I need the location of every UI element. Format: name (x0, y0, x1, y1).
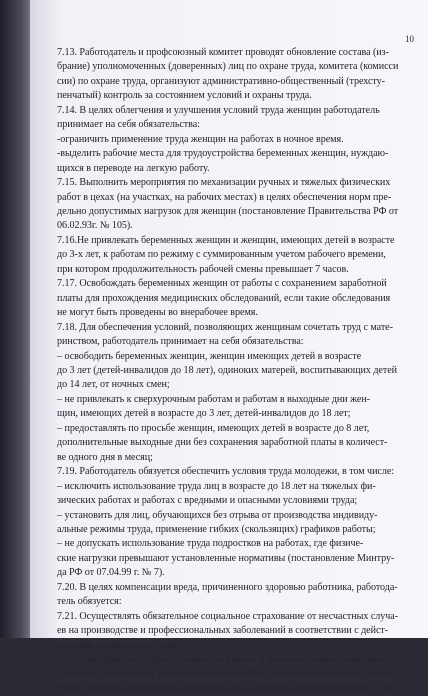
text-line: до 3-х лет, к работам по режиму с суммированным учетом рабочего времени, (57, 249, 386, 261)
text-line: 7.16.Не привлекать беременных женщин и женщин, имеющих детей в возрасте (57, 234, 395, 246)
text-line: пенчатый) контроль за состоянием условий и охраны труда. (57, 90, 312, 102)
text-line: 06.02.93г. № 105). (57, 220, 133, 232)
text-line: ев на производстве и профессиональных заболеваний в соответствии с дейст- (57, 625, 389, 637)
text-line: дополнительные выходные дни без сохранения заработной платы в количест- (57, 437, 388, 449)
text-line: ские нагрузки превышают установленные нормативы (постановление Минтру- (57, 552, 395, 564)
text-line: – не привлекать к сверхурочным работам и работам в выходные дни жен- (57, 393, 370, 405)
text-line: работ в цехах (на участках, на рабочих местах) в целях обеспечения норм пре- (57, 191, 392, 203)
text-line: – установить для лиц, обучающихся без отрыва от производства индивиду- (57, 509, 378, 521)
text-line: при котором продолжительность рабочей смены превышает 7 часов. (57, 263, 349, 275)
text-line: дельно допустимых нагрузок для женщин (постановление Правительства РФ от (57, 205, 399, 217)
text-line: щихся в переводе на легкую работу. (57, 162, 210, 174)
text-line: 7.15. Выполнить мероприятия по механизации ручных и тяжелых физических (57, 177, 391, 189)
text-line: – освободить беременных женщин, женщин имеющих детей в возрасте (57, 350, 362, 362)
text-line: до 3 лет (детей-инвалидов до 18 лет), одиноких матерей, воспитывающих детей (57, 364, 397, 376)
text-line: вующим законодательством. (57, 639, 179, 651)
document-body (57, 46, 412, 696)
text-line: не могут быть проведены во внерабочее время. (57, 307, 258, 319)
text-line: 7.18. Для обеспечения условий, позволяющих женщинам сочетать труд с мате- (57, 321, 393, 333)
text-line: ве одного дня в месяц; (57, 451, 153, 463)
text-line: 7.21. Осуществлять обязательное социальное страхование от несчастных случа- (57, 610, 399, 622)
page-number: 10 (405, 34, 414, 44)
text-line: -ограничить применение труда женщин на работах в ночное время. (57, 133, 344, 145)
text-line: альные режимы труда, применение гибких (скользящих) графиков работы; (57, 523, 376, 535)
text-line: 7.20. В целях компенсации вреда, причиненного здоровью работника, работода- (57, 581, 398, 593)
text-line: – не допускать использование труда подростков на работах, где физиче- (57, 538, 364, 550)
text-line: щин, имеющих детей в возрасте до 3 лет, детей-инвалидов до 18 лет; (57, 408, 351, 420)
text-line: труда, включая обеспечение нормативными и справочными материалами по ох- (57, 682, 397, 694)
text-line: платы для прохождения медицинских обследований, если такие обследования (57, 292, 391, 304)
text-line: 7.14. В целях облегчения и улучшения условий труда женщин работодатель (57, 104, 380, 116)
text-line: 7.17. Освобождать беременных женщин от работы с сохранением заработной (57, 278, 387, 290)
text-line: да РФ от 07.04.99 г. № 7). (57, 567, 165, 579)
text-line: 7.13. Работодатель и профсоюзный комитет проводят обновление состава (из- (57, 47, 389, 58)
text-line: -выделить рабочие места для трудоустройства беременных женщин, нуждаю- (57, 148, 389, 160)
text-line: тель обязуется: (57, 596, 122, 608)
text-line: до 14 лет, от ночных смен; (57, 379, 170, 391)
text-line: 7.19. Работодатель обязуется обеспечить условия труда молодежи, в том числе: (57, 466, 395, 478)
document-page (30, 0, 428, 694)
text-line: 7.22. Работодатель создает условия для работы и дополнительные социальные (57, 654, 391, 666)
text-line: зических работах и работах с вредными и опасными условиями труда; (57, 495, 358, 507)
text-line: – исключить использование труда лиц в возрасте до 18 лет на тяжелых фи- (57, 480, 376, 492)
text-line: принимает на себя обязательства: (57, 119, 200, 131)
text-line: сии) по охране труда, организуют административно-общественный (трехсту- (57, 75, 385, 87)
text-line: ринством, работодатель принимает на себя обязательства: (57, 336, 304, 348)
text-line: – предоставлять по просьбе женщин, имеющих детей в возрасте до 8 лет, (57, 422, 370, 434)
text-line: брание) уполномоченных (доверенных) лиц по охране труда, комитета (комисси (57, 61, 399, 73)
text-line: гарантии деятельности уполномоченного профессионального союза по охране (57, 668, 392, 680)
